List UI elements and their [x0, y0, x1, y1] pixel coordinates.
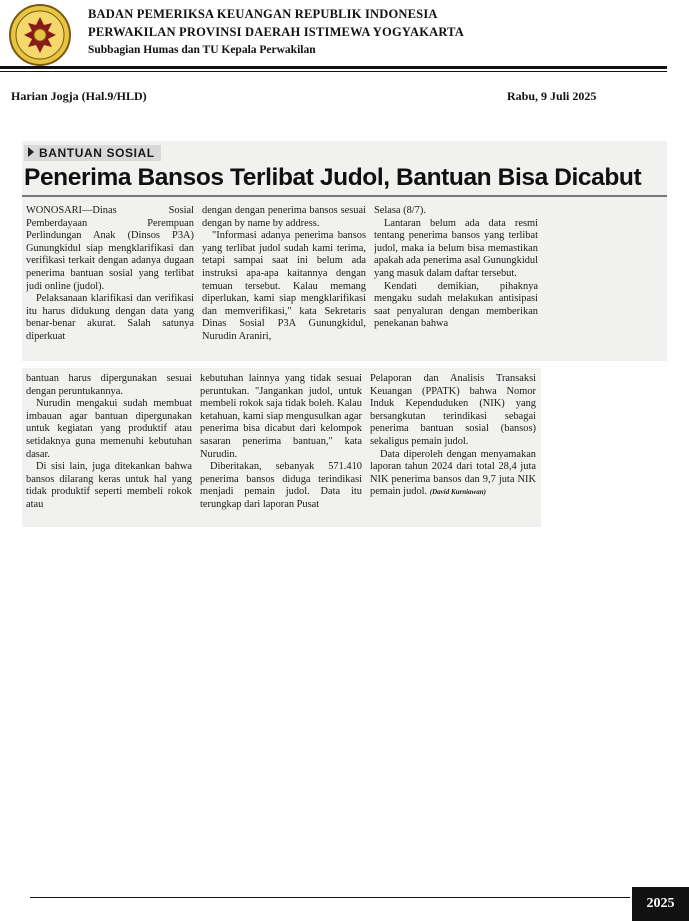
header-rule [0, 66, 667, 69]
article-byline: (David Kurniawan) [429, 488, 486, 497]
header-rule-thin [0, 71, 667, 72]
paragraph: Di sisi lain, juga ditekankan bahwa bansos dilarang keras untuk hal yang tidak produktif seperti membeli rokok atau [26, 461, 192, 510]
article-column-6 [370, 373, 536, 525]
paragraph: Kendati demikian, pihaknya mengaku sudah melakukan antisipasi saat penyaluran dengan memberikan penekanan bahwa [374, 280, 538, 330]
article-column-1 [26, 205, 194, 359]
footer-year-badge: 2025 [632, 887, 689, 921]
paragraph: Pelaporan dan Analisis Transaksi Keuangan (PPATK) bahwa Nomor Induk Kependuduken (NIK) yang bersangkutan terindikasi sebagai penerima bantuan sosial (bansos) sekaligus pemain judol. [370, 373, 536, 447]
headline-divider [22, 195, 667, 197]
kicker-label: BANTUAN SOSIAL [39, 146, 155, 160]
article-column-5 [200, 373, 362, 525]
paragraph: kebutuhan lainnya yang tidak sesuai peruntukan. "Jangankan judol, untuk membeli rokok saja tidak boleh. Kalau ketahuan, kami siap mengusulkan agar penerima bisa dicabut dari kelompok sasaran penerima bantuan," kata Nurudin. [200, 373, 362, 460]
footer-rule [30, 897, 630, 898]
news-clipping-top [22, 141, 667, 361]
paragraph: WONOSARI—Dinas Sosial Pemberdayaan Perempuan Perlindungan Anak (Dinsos P3A) Gunungkidul siap mengklarifikasi dan verifikasi terkait dengan adanya dugaan penerima bantuan sosial yang terlibat judi online (judol). [26, 205, 194, 292]
paragraph: dengan dengan penerima bansos sesuai dengan by name by address. [202, 205, 366, 229]
bpk-emblem-icon [8, 3, 72, 67]
publication-source: Harian Jogja (Hal.9/HLD) [11, 89, 147, 103]
paragraph: Pelaksanaan klarifikasi dan verifikasi itu harus didukung dengan data yang benar-benar akurat. Salah satunya diperkuat [26, 293, 194, 342]
header-line-2: PERWAKILAN PROVINSI DAERAH ISTIMEWA YOGYAKARTA [88, 25, 464, 39]
play-arrow-icon [28, 147, 34, 157]
article-kicker [24, 145, 161, 161]
paragraph: "Informasi adanya penerima bansos yang terlibat judol sudah kami terima, tetapi sampai saat ini belum ada instruksi apa-apa kaitannya dengan temuan tersebut. Kalau memang diperlukan, kami siap mengklarifikasi dan memverifikasi," kata Sekretaris Dinas Sosial P3A Gunungkidul, Nurudin Araniri, [202, 230, 366, 342]
article-headline: Penerima Bansos Terlibat Judol, Bantuan Bisa Dicabut [24, 164, 642, 191]
article-column-3 [374, 205, 538, 359]
news-clipping-bottom [22, 368, 541, 527]
paragraph: Lantaran belum ada data resmi tentang penerima bansos yang terlibat judol, maka ia belum bisa memastikan apakah ada penerima asal Gunungkidul yang masuk dalam daftar tersebut. [374, 217, 538, 279]
paragraph: Diberitakan, sebanyak 571.410 penerima bansos diduga terindikasi menjadi pemain judol. Data itu terungkap dari laporan Pusat [200, 461, 362, 510]
paragraph: Nurudin mengakui sudah membuat imbauan agar bantuan dipergunakan untuk kegiatan yang produktif atau setidaknya guna memenuhi kebutuhan dasar. [26, 398, 192, 460]
publication-date: Rabu, 9 Juli 2025 [507, 89, 597, 103]
paragraph: bantuan harus dipergunakan sesuai dengan peruntukannya. [26, 373, 192, 397]
article-column-4 [26, 373, 192, 525]
header-line-3: Subbagian Humas dan TU Kepala Perwakilan [88, 44, 316, 56]
paragraph: Selasa (8/7). [374, 205, 426, 216]
paragraph-text: Data diperoleh dengan menyamakan laporan tahun 2024 dari total 28,4 juta NIK penerima bansos dan 9,7 juta NIK pemain judol. [370, 448, 536, 498]
article-column-2 [202, 205, 366, 359]
header-line-1: BADAN PEMERIKSA KEUANGAN REPUBLIK INDONESIA [88, 7, 438, 21]
paragraph [370, 449, 536, 499]
